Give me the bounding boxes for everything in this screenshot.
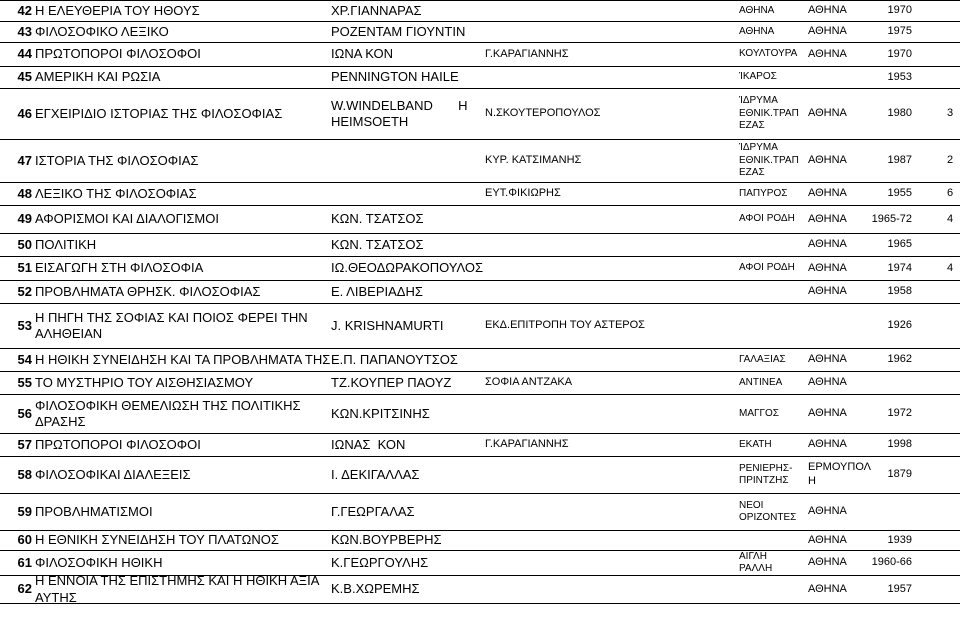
book-author: ΙΩ.ΘΕΟΔΩΡΑΚΟΠΟΥΛΟΣ bbox=[331, 260, 484, 276]
book-title: ΦΙΛΟΣΟΦΙΚΗ ΗΘΙΚΗ bbox=[35, 554, 163, 570]
book-year: 1974 bbox=[887, 261, 912, 274]
book-extra: 4 bbox=[947, 212, 954, 225]
table-row bbox=[0, 42, 960, 66]
book-translator: ΕΚΔ.ΕΠΙΤΡΟΠΗ ΤΟΥ ΑΣΤΕΡΟΣ bbox=[485, 319, 645, 332]
row-number: 55 bbox=[17, 374, 32, 390]
book-author: Ε.Π. ΠΑΠΑΝΟΥΤΣΟΣ bbox=[331, 351, 458, 367]
book-year: 1962 bbox=[887, 353, 912, 366]
book-year: 1939 bbox=[887, 533, 912, 546]
book-city: ΑΘΗΝΑ bbox=[808, 25, 847, 38]
book-publisher: ΑΘΗΝΑ bbox=[739, 4, 775, 16]
book-author: Ι. ΔΕΚΙΓΑΛΛΑΣ bbox=[331, 466, 420, 482]
book-publisher: ΝΕΟΙ ΟΡΙΖΟΝΤΕΣ bbox=[739, 499, 797, 523]
book-publisher: ΓΑΛΑΞΙΑΣ bbox=[739, 353, 786, 365]
book-city: ΑΘΗΝΑ bbox=[808, 407, 847, 420]
book-author: PENNINGTON HAILE bbox=[331, 69, 459, 85]
book-author: ΚΩΝ. ΤΣΑΤΣΟΣ bbox=[331, 236, 424, 252]
book-publisher: ΑΦΟΙ ΡΟΔΗ bbox=[739, 213, 795, 225]
table-row bbox=[0, 182, 960, 205]
book-city: ΕΡΜΟΥΠΟΛ Η bbox=[808, 461, 872, 487]
book-translator: ΕΥΤ.ΦΙΚΙΩΡΗΣ bbox=[485, 187, 561, 200]
book-year: 1965 bbox=[887, 238, 912, 251]
table-row bbox=[0, 530, 960, 550]
table-row bbox=[0, 21, 960, 42]
book-title: Η ΠΗΓΗ ΤΗΣ ΣΟΦΙΑΣ ΚΑΙ ΠΟΙΟΣ ΦΕΡΕΙ ΤΗΝ ΑΛΗΘΕΙΑΝ bbox=[35, 309, 308, 341]
row-number: 61 bbox=[17, 554, 32, 570]
book-year bbox=[866, 372, 912, 394]
table-row bbox=[0, 575, 960, 604]
row-number: 62 bbox=[17, 581, 32, 597]
book-title: ΦΙΛΟΣΟΦΙΚΑΙ ΔΙΑΛΕΞΕΙΣ bbox=[35, 466, 191, 482]
table-row bbox=[0, 303, 960, 348]
book-publisher: ΑΦΟΙ ΡΟΔΗ bbox=[739, 262, 795, 274]
table-row bbox=[0, 280, 960, 303]
book-city: ΑΘΗΝΑ bbox=[808, 353, 847, 366]
book-publisher: ΜΑΓΓΟΣ bbox=[739, 407, 779, 419]
row-number: 49 bbox=[17, 211, 32, 227]
table-row bbox=[0, 139, 960, 182]
book-title: ΕΓΧΕΙΡΙΔΙΟ ΙΣΤΟΡΙΑΣ ΤΗΣ ΦΙΛΟΣΟΦΙΑΣ bbox=[35, 105, 283, 121]
book-extra: 3 bbox=[947, 107, 954, 120]
book-author: ΧΡ.ΓΙΑΝΝΑΡΑΣ bbox=[331, 2, 422, 18]
book-publisher: ΑΝΤΙΝΕΑ bbox=[739, 376, 783, 388]
book-title: Η ΕΘΝΙΚΗ ΣΥΝΕΙΔΗΣΗ ΤΟΥ ΠΛΑΤΩΝΟΣ bbox=[35, 532, 279, 548]
book-year: 1970 bbox=[887, 4, 912, 17]
book-year: 1957 bbox=[887, 582, 912, 595]
book-extra: 6 bbox=[947, 187, 954, 200]
book-year: 1970 bbox=[887, 47, 912, 60]
book-title: ΠΡΟΒΛΗΜΑΤΙΣΜΟΙ bbox=[35, 503, 153, 519]
book-title: Η ΗΘΙΚΗ ΣΥΝΕΙΔΗΣΗ ΚΑΙ ΤΑ ΠΡΟΒΛΗΜΑΤΑ ΤΗΣ bbox=[35, 351, 331, 367]
book-year: 1958 bbox=[887, 285, 912, 298]
book-year: 1998 bbox=[887, 438, 912, 451]
table-row bbox=[0, 205, 960, 233]
row-number: 51 bbox=[17, 260, 32, 276]
table-row bbox=[0, 550, 960, 575]
row-number: 47 bbox=[17, 152, 32, 168]
book-year: 1975 bbox=[887, 25, 912, 38]
book-publisher: ΠΑΠΥΡΟΣ bbox=[739, 187, 788, 199]
table-row bbox=[0, 233, 960, 256]
table-row bbox=[0, 493, 960, 530]
book-city: ΑΘΗΝΑ bbox=[808, 556, 847, 569]
book-city: ΑΘΗΝΑ bbox=[808, 212, 847, 225]
book-publisher: ΚΟΥΛΤΟΥΡΑ bbox=[739, 48, 798, 60]
table-row bbox=[0, 456, 960, 493]
book-city: ΑΘΗΝΑ bbox=[808, 107, 847, 120]
book-title: ΦΙΛΟΣΟΦΙΚΟ ΛΕΞΙΚΟ bbox=[35, 23, 169, 39]
book-publisher: ΊΔΡΥΜΑ ΕΘΝΙΚ.ΤΡΑΠ ΕΖΑΣ bbox=[739, 95, 799, 132]
book-city: ΑΘΗΝΑ bbox=[808, 187, 847, 200]
book-year: 1955 bbox=[887, 187, 912, 200]
book-year: 1960-66 bbox=[871, 556, 912, 569]
book-year: 1879 bbox=[887, 468, 912, 481]
row-number: 50 bbox=[17, 236, 32, 252]
row-number: 59 bbox=[17, 503, 32, 519]
row-number: 60 bbox=[17, 532, 32, 548]
table-row bbox=[0, 0, 960, 21]
book-title: ΠΡΩΤΟΠΟΡΟΙ ΦΙΛΟΣΟΦΟΙ bbox=[35, 436, 201, 452]
book-author: Γ.ΓΕΩΡΓΑΛΑΣ bbox=[331, 503, 415, 519]
book-publisher: ΕΚΑΤΗ bbox=[739, 438, 772, 450]
book-title: ΠΟΛΙΤΙΚΗ bbox=[35, 236, 97, 252]
book-title: ΑΦΟΡΙΣΜΟΙ ΚΑΙ ΔΙΑΛΟΓΙΣΜΟΙ bbox=[35, 211, 219, 227]
book-author: ΤΖ.ΚΟΥΠΕΡ ΠΑΟΥΖ bbox=[331, 374, 452, 390]
book-author: J. KRISHNAMURTI bbox=[331, 317, 444, 333]
row-number: 58 bbox=[17, 466, 32, 482]
book-author: Κ.ΓΕΩΡΓΟΥΛΗΣ bbox=[331, 554, 429, 570]
book-author: ΡΟΖΕΝΤΑΜ ΓΙΟΥΝΤΙΝ bbox=[331, 23, 466, 39]
book-translator: ΚΥΡ. ΚΑΤΣΙΜΑΝΗΣ bbox=[485, 154, 582, 167]
row-number: 56 bbox=[17, 405, 32, 421]
book-title: ΑΜΕΡΙΚΗ ΚΑΙ ΡΩΣΙΑ bbox=[35, 69, 161, 85]
book-city: ΑΘΗΝΑ bbox=[808, 438, 847, 451]
book-author: ΙΩΝΑΣ ΚΟΝ bbox=[331, 436, 406, 452]
book-title: ΦΙΛΟΣΟΦΙΚΗ ΘΕΜΕΛΙΩΣΗ ΤΗΣ ΠΟΛΙΤΙΚΗΣ ΔΡΑΣΗΣ bbox=[35, 397, 301, 429]
book-year: 1980 bbox=[887, 107, 912, 120]
row-number: 53 bbox=[17, 317, 32, 333]
book-year: 1965-72 bbox=[871, 212, 912, 225]
book-city: ΑΘΗΝΑ bbox=[808, 4, 847, 17]
book-title: ΙΣΤΟΡΙΑ ΤΗΣ ΦΙΛΟΣΟΦΙΑΣ bbox=[35, 152, 199, 168]
book-title: ΕΙΣΑΓΩΓΗ ΣΤΗ ΦΙΛΟΣΟΦΙΑ bbox=[35, 260, 204, 276]
row-number: 44 bbox=[17, 46, 32, 62]
book-city: ΑΘΗΝΑ bbox=[808, 238, 847, 251]
row-number: 45 bbox=[17, 69, 32, 85]
table-row bbox=[0, 66, 960, 88]
book-year bbox=[866, 494, 912, 530]
row-number: 46 bbox=[17, 105, 32, 121]
table-row bbox=[0, 433, 960, 456]
book-city: ΑΘΗΝΑ bbox=[808, 533, 847, 546]
book-translator: Γ.ΚΑΡΑΓΙΑΝΝΗΣ bbox=[485, 438, 569, 451]
book-city: ΑΘΗΝΑ bbox=[808, 505, 847, 518]
book-extra: 2 bbox=[947, 154, 954, 167]
book-publisher: ΊΚΑΡΟΣ bbox=[739, 71, 777, 83]
book-title: ΠΡΩΤΟΠΟΡΟΙ ΦΙΛΟΣΟΦΟΙ bbox=[35, 46, 201, 62]
book-author: Κ.Β.ΧΩΡΕΜΗΣ bbox=[331, 581, 420, 597]
book-title: ΛΕΞΙΚΟ ΤΗΣ ΦΙΛΟΣΟΦΙΑΣ bbox=[35, 185, 197, 201]
book-publisher: ΊΔΡΥΜΑ ΕΘΝΙΚ.ΤΡΑΠ ΕΖΑΣ bbox=[739, 142, 799, 179]
table-row bbox=[0, 88, 960, 139]
book-extra: 4 bbox=[947, 261, 954, 274]
book-publisher: ΡΕΝΙΕΡΗΣ- ΠΡΙΝΤΖΗΣ bbox=[739, 462, 793, 486]
book-title: ΠΡΟΒΛΗΜΑΤΑ ΘΡΗΣΚ. ΦΙΛΟΣΟΦΙΑΣ bbox=[35, 283, 261, 299]
book-publisher: ΑΙΓΛΗ ΡΑΛΛΗ bbox=[739, 550, 773, 574]
book-title: Η ΕΝΝΟΙΑ ΤΗΣ ΕΠΙΣΤΗΜΗΣ ΚΑΙ Η ΗΘΙΚΗ ΑΞΙΑ ΑΥΤΗΣ bbox=[35, 573, 320, 605]
row-number: 43 bbox=[17, 23, 32, 39]
book-year: 1953 bbox=[887, 70, 912, 83]
book-publisher: ΑΘΗΝΑ bbox=[739, 25, 775, 37]
row-number: 52 bbox=[17, 283, 32, 299]
row-number: 42 bbox=[17, 2, 32, 18]
table-row bbox=[0, 394, 960, 433]
book-author: ΙΩΝΑ ΚΟΝ bbox=[331, 46, 394, 62]
book-city: ΑΘΗΝΑ bbox=[808, 154, 847, 167]
book-year: 1972 bbox=[887, 407, 912, 420]
book-translator: ΣΟΦΙΑ ΑΝΤΖΑΚΑ bbox=[485, 376, 573, 389]
book-translator: Ν.ΣΚΟΥΤΕΡΟΠΟΥΛΟΣ bbox=[485, 107, 601, 120]
row-number: 54 bbox=[17, 351, 32, 367]
book-author: W.WINDELBAND Η HEIMSOETH bbox=[331, 97, 468, 129]
book-city: ΑΘΗΝΑ bbox=[808, 47, 847, 60]
book-translator: Γ.ΚΑΡΑΓΙΑΝΝΗΣ bbox=[485, 47, 569, 60]
book-city: ΑΘΗΝΑ bbox=[808, 582, 847, 595]
book-city: ΑΘΗΝΑ bbox=[808, 285, 847, 298]
row-number: 48 bbox=[17, 185, 32, 201]
book-city: ΑΘΗΝΑ bbox=[808, 261, 847, 274]
book-author: ΚΩΝ.ΒΟΥΡΒΕΡΗΣ bbox=[331, 532, 442, 548]
book-year: 1926 bbox=[887, 319, 912, 332]
table-row bbox=[0, 371, 960, 394]
book-author: ΚΩΝ. ΤΣΑΤΣΟΣ bbox=[331, 211, 424, 227]
book-city: ΑΘΗΝΑ bbox=[808, 376, 847, 389]
book-author: ΚΩΝ.ΚΡΙΤΣΙΝΗΣ bbox=[331, 405, 430, 421]
book-title: ΤΟ ΜΥΣΤΗΡΙΟ ΤΟΥ ΑΙΣΘΗΣΙΑΣΜΟΥ bbox=[35, 374, 254, 390]
table-row bbox=[0, 348, 960, 371]
row-number: 57 bbox=[17, 436, 32, 452]
book-year: 1987 bbox=[887, 154, 912, 167]
book-title: Η ΕΛΕΥΘΕΡΙΑ ΤΟΥ ΗΘΟΥΣ bbox=[35, 2, 200, 18]
book-author: Ε. ΛΙΒΕΡΙΑΔΗΣ bbox=[331, 283, 423, 299]
table-row bbox=[0, 256, 960, 280]
